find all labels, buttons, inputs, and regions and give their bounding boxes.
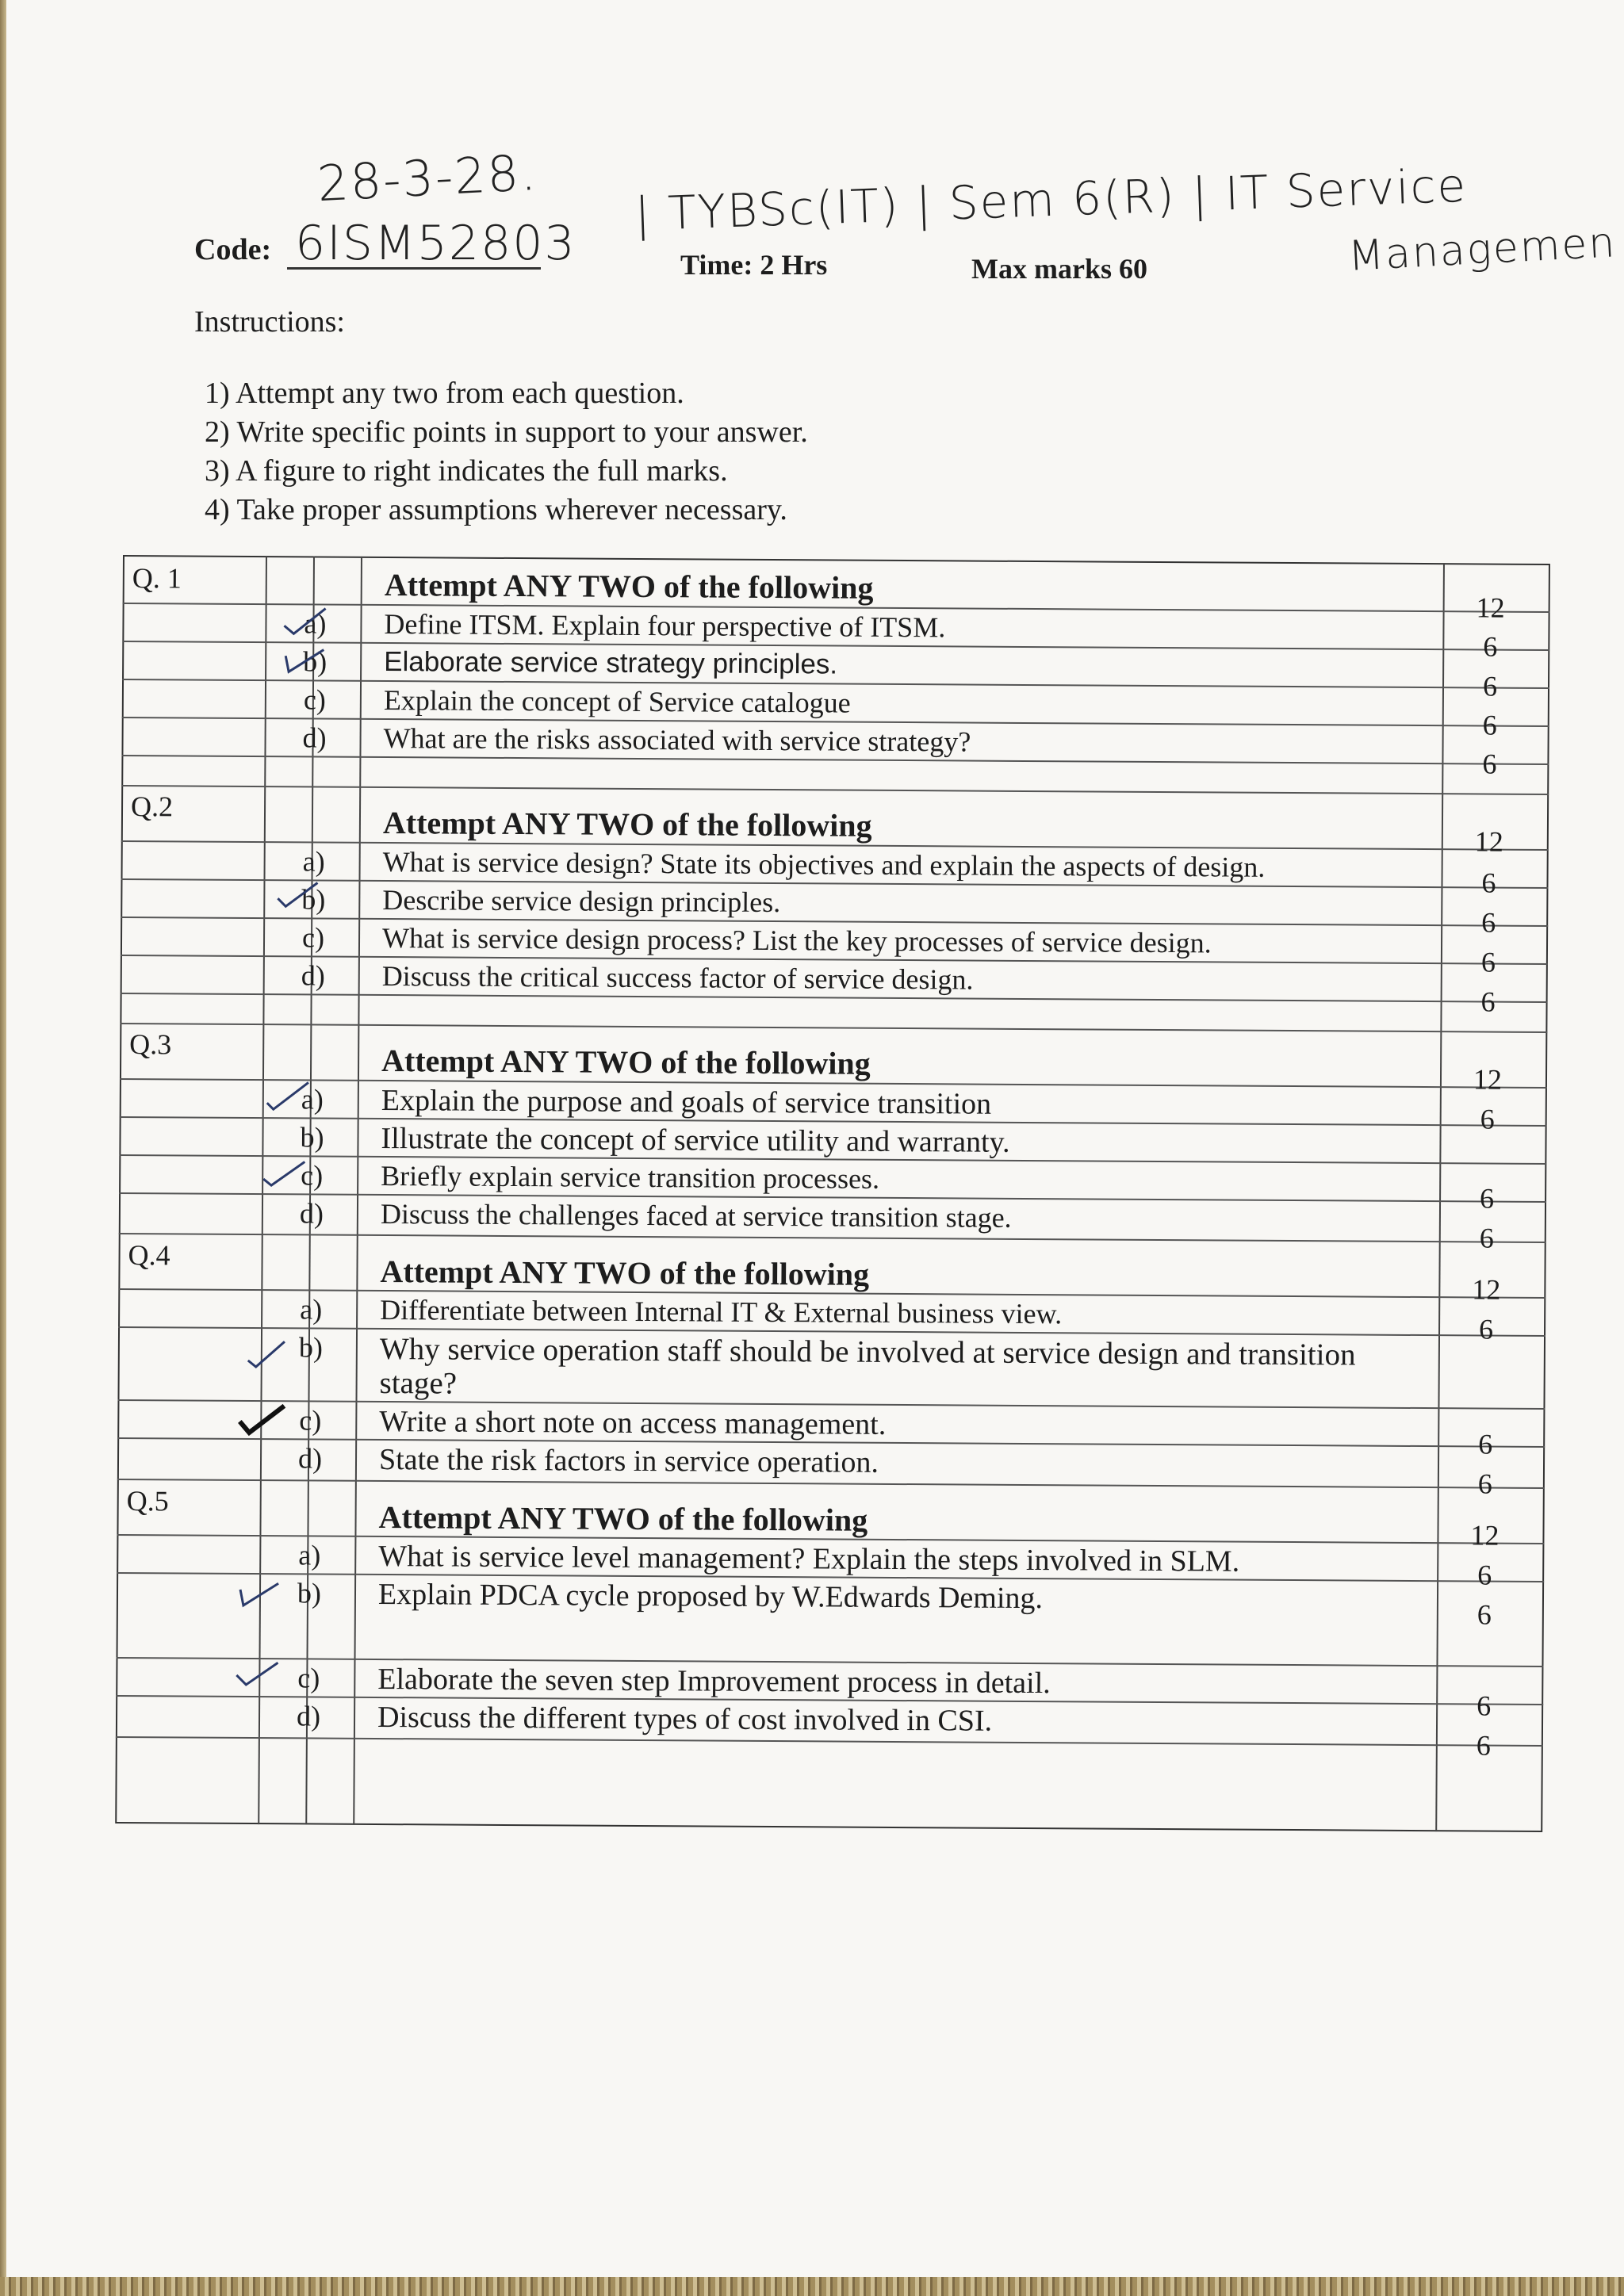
question-total-marks: 12 [1472, 1273, 1501, 1306]
question-total-marks: 12 [1473, 1063, 1503, 1096]
part-marks: 6 [1478, 1313, 1494, 1345]
instructions-list [205, 374, 808, 530]
part-marks: 6 [1477, 1468, 1492, 1500]
part-label: b) [300, 1121, 324, 1154]
max-marks: Max marks 60 [971, 253, 1147, 285]
part-label: d) [302, 721, 327, 754]
part-text: What is service design? State its objectives and explain the aspects of design. [382, 846, 1266, 883]
part-label: d) [301, 959, 325, 992]
part-label: d) [297, 1442, 323, 1475]
part-marks: 6 [1482, 670, 1498, 702]
part-text: Illustrate the concept of service utility and warranty. [381, 1122, 1010, 1159]
exam-time: Time: 2 Hrs [680, 249, 828, 281]
instruction-item: 1) Attempt any two from each question. [205, 377, 684, 410]
part-label: c) [303, 683, 326, 716]
part-marks: 6 [1478, 1428, 1493, 1460]
checkmark-icon [236, 1578, 283, 1610]
question-heading: Attempt ANY TWO of the following [384, 567, 874, 606]
part-text: Differentiate between Internal IT & External business view. [380, 1293, 1063, 1330]
part-text: Explain the purpose and goals of service transition [381, 1084, 992, 1121]
part-marks: 6 [1482, 709, 1497, 741]
part-text: Discuss the different types of cost involved in CSI. [377, 1700, 993, 1738]
part-label: b) [298, 1331, 324, 1364]
question-number: Q.4 [128, 1239, 170, 1272]
part-label: b) [297, 1577, 322, 1609]
question-table [115, 555, 1550, 1832]
paper-edge [0, 0, 6, 2296]
part-label: d) [296, 1700, 321, 1732]
part-marks: 6 [1481, 906, 1496, 939]
question-number: Q.5 [126, 1485, 169, 1517]
part-text: What is service level management? Explain the steps involved in SLM. [378, 1539, 1240, 1578]
checkmark-icon [260, 1157, 308, 1188]
part-text-continuation: stage? [379, 1365, 458, 1401]
checkmark-icon [281, 645, 328, 676]
part-text: Elaborate the seven step Improvement process in detail. [377, 1662, 1051, 1701]
instruction-item: 4) Take proper assumptions wherever necessary. [205, 493, 787, 526]
part-label: d) [299, 1197, 324, 1230]
handwritten-course: | TYBSc(IT) | Sem 6(R) | IT Service [634, 158, 1469, 242]
question-number: Q. 1 [132, 562, 182, 595]
part-text: Briefly explain service transition processes. [381, 1160, 880, 1195]
question-heading: Attempt ANY TWO of the following [382, 805, 872, 844]
part-text: Discuss the critical success factor of service design. [381, 960, 974, 996]
part-label: b) [303, 645, 327, 678]
part-text: Elaborate service strategy principles. [384, 646, 838, 680]
handwritten-code: 6ISM52803 [295, 216, 576, 271]
part-text: Explain the concept of Service catalogue [383, 684, 851, 719]
part-label: c) [301, 921, 325, 954]
part-text: Explain PDCA cycle proposed by W.Edwards Deming. [377, 1577, 1044, 1616]
checkmark-icon [264, 1079, 312, 1111]
part-label: c) [301, 1159, 324, 1192]
checkmark-icon [238, 1404, 285, 1436]
part-marks: 6 [1479, 1222, 1494, 1254]
part-text: What are the risks associated with service strategy? [383, 722, 971, 758]
part-marks: 6 [1480, 985, 1496, 1018]
part-label: a) [304, 607, 327, 640]
question-heading: Attempt ANY TWO of the following [378, 1498, 868, 1538]
handwritten-date: 28-3-28. [316, 143, 539, 213]
part-label: b) [301, 883, 326, 916]
instructions-title: Instructions: [194, 305, 345, 339]
checkmark-icon [281, 605, 328, 637]
checkmark-icon [245, 1337, 293, 1368]
question-number: Q.3 [129, 1028, 172, 1061]
part-text: Discuss the challenges faced at service transition stage. [380, 1198, 1012, 1234]
part-text: State the risk factors in service operation. [378, 1442, 879, 1479]
question-heading: Attempt ANY TWO of the following [380, 1253, 870, 1292]
part-marks: 6 [1480, 1103, 1495, 1135]
part-marks: 6 [1479, 1182, 1495, 1215]
paper-bottom-edge [0, 2277, 1624, 2296]
part-text: Describe service design principles. [382, 884, 781, 919]
question-total-marks: 12 [1470, 1519, 1500, 1552]
part-marks: 6 [1476, 1729, 1491, 1762]
instruction-item: 3) A figure to right indicates the full marks. [205, 454, 728, 488]
question-total-marks: 12 [1474, 825, 1503, 858]
part-marks: 6 [1483, 630, 1498, 663]
part-text: Define ITSM. Explain four perspective of ITSM. [384, 608, 946, 644]
part-marks: 6 [1480, 946, 1496, 978]
part-marks: 6 [1477, 1598, 1492, 1631]
part-label: c) [297, 1662, 320, 1694]
part-marks: 6 [1482, 748, 1497, 780]
part-text: Why service operation staff should be involved at service design and transition [379, 1331, 1356, 1372]
part-text: Write a short note on access management. [379, 1404, 887, 1441]
part-marks: 6 [1477, 1559, 1492, 1591]
part-label: c) [299, 1404, 322, 1437]
question-number: Q.2 [130, 790, 174, 823]
part-marks: 6 [1481, 867, 1496, 899]
question-total-marks: 12 [1476, 591, 1505, 624]
instruction-item: 2) Write specific points in support to your answer. [205, 415, 808, 449]
part-label: a) [301, 1083, 324, 1115]
part-marks: 6 [1477, 1689, 1492, 1722]
part-label: a) [298, 1539, 321, 1571]
part-label: a) [300, 1293, 323, 1326]
checkmark-icon [233, 1659, 281, 1691]
handwritten-course-line2: Managemen [1346, 219, 1618, 281]
code-underline [287, 267, 541, 270]
question-heading: Attempt ANY TWO of the following [381, 1043, 871, 1081]
part-text: What is service design process? List the key processes of service design. [381, 922, 1212, 959]
checkmark-icon [273, 881, 320, 913]
code-label: Code: [194, 233, 272, 266]
part-label: a) [302, 845, 325, 878]
